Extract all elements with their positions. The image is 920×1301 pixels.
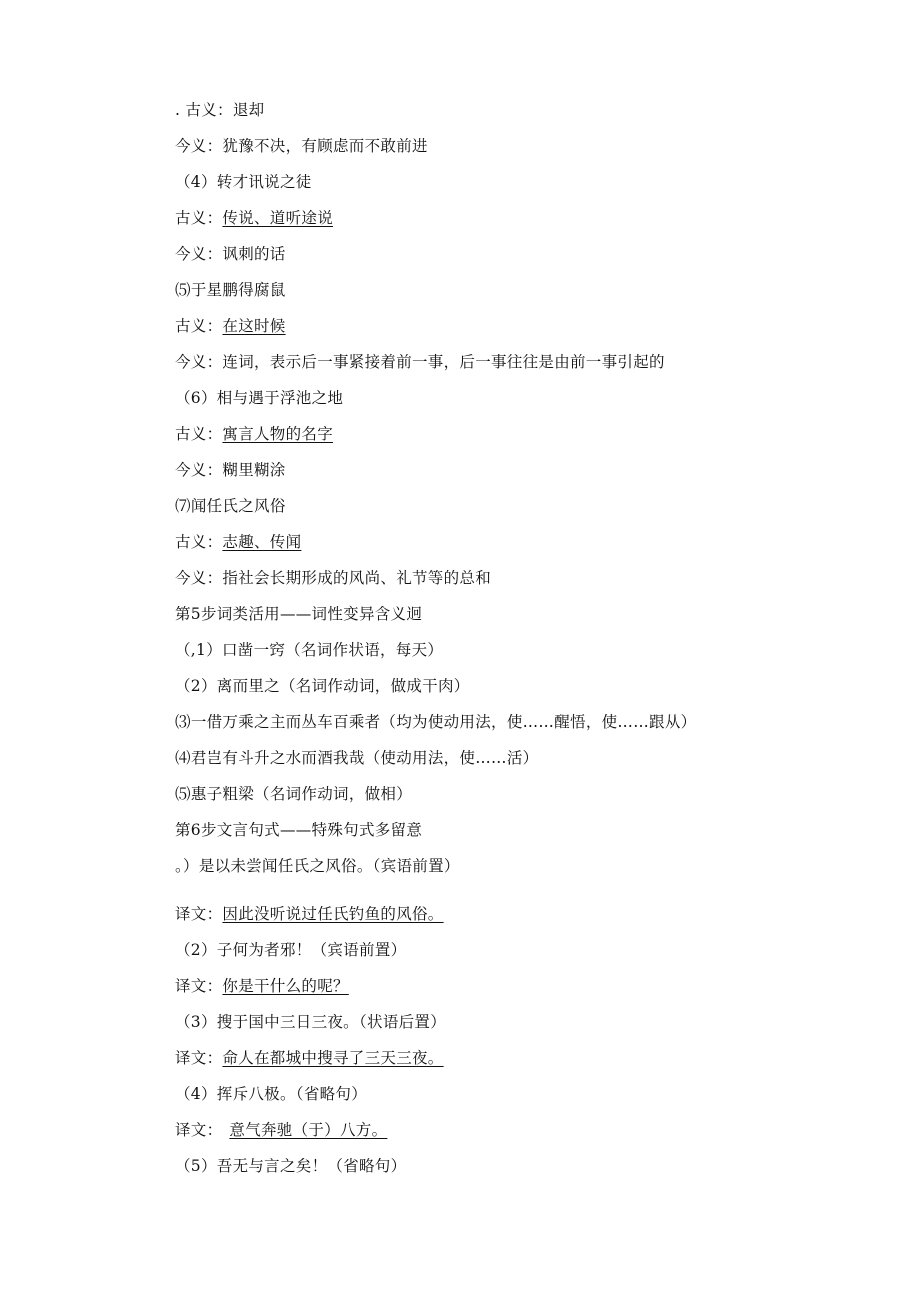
text-line xyxy=(175,1120,387,1140)
line-prefix: 译文： xyxy=(175,1049,223,1067)
line-text: 搜于国中三日三夜。（状语后置） xyxy=(216,1013,447,1031)
text-line xyxy=(175,1156,406,1176)
line-text: 口凿一窍（名词作状语，每天） xyxy=(222,641,444,659)
text-line xyxy=(175,100,264,120)
line-prefix: ⑶ xyxy=(175,713,191,731)
line-prefix: （6） xyxy=(175,389,217,407)
line-text: 糊里糊涂 xyxy=(222,461,286,479)
line-prefix: 。） xyxy=(175,857,199,875)
text-line xyxy=(175,784,412,804)
line-prefix: 古义： xyxy=(175,425,223,443)
text-line xyxy=(175,424,333,444)
text-line xyxy=(175,676,470,696)
line-prefix: 今义： xyxy=(175,461,223,479)
line-prefix: . 古义： xyxy=(175,101,233,119)
line-text: 连词，表示后一事紧接着前一事，后一事往往是由前一事引起的 xyxy=(222,353,665,371)
text-line xyxy=(175,568,491,588)
text-line xyxy=(175,496,286,516)
line-text: 指社会长期形成的风尚、礼节等的总和 xyxy=(222,569,492,587)
text-line xyxy=(175,712,696,732)
line-prefix: 今义： xyxy=(175,569,223,587)
line-prefix: 今义： xyxy=(175,245,223,263)
line-prefix: （2） xyxy=(175,677,217,695)
underlined-answer: 传说、道听途说 xyxy=(222,209,334,227)
line-text: 挥斥八极。（省略句） xyxy=(216,1085,368,1103)
line-prefix: 古义： xyxy=(175,533,223,551)
line-text: 退却 xyxy=(232,101,265,119)
underlined-answer: 志趣、传闻 xyxy=(222,533,302,551)
line-prefix: 译文： xyxy=(175,1121,223,1139)
line-prefix: （2） xyxy=(175,941,217,959)
underlined-answer: 因此没听说过任氏钓鱼的风俗。 xyxy=(222,905,444,923)
line-prefix: 译文： xyxy=(175,905,223,923)
underlined-answer: 寓言人物的名字 xyxy=(222,425,334,443)
line-text: 子何为者邪！（宾语前置） xyxy=(216,941,407,959)
line-prefix: （4） xyxy=(175,1085,217,1103)
text-line xyxy=(175,316,286,336)
text-line xyxy=(175,976,349,996)
text-line xyxy=(175,388,343,408)
line-prefix: （,1） xyxy=(175,641,222,659)
line-text: 闻任氏之风俗 xyxy=(190,497,286,515)
text-line xyxy=(175,532,301,552)
text-line xyxy=(175,856,460,876)
line-text: 于星鹏得腐鼠 xyxy=(190,281,286,299)
line-prefix: ⑸ xyxy=(175,281,191,299)
line-text: 一借万乘之主而丛车百乘者（均为使动用法，使……醒悟，使……跟从） xyxy=(190,713,697,731)
underlined-answer: 你是干什么的呢？ xyxy=(222,977,349,995)
line-prefix: ⑷ xyxy=(175,749,191,767)
line-prefix: 古义： xyxy=(175,209,223,227)
underlined-answer: 命人在都城中搜寻了三天三夜。 xyxy=(222,1049,444,1067)
underlined-answer: 意气奔驰（于）八方。 xyxy=(229,1121,388,1139)
text-line xyxy=(175,1012,446,1032)
line-text: 君岂有斗升之水而酒我哉（使动用法，使……活） xyxy=(190,749,539,767)
line-text: 是以未尝闻任氏之风俗。（宾语前置） xyxy=(198,857,460,875)
text-line xyxy=(175,820,422,840)
line-prefix: 古义： xyxy=(175,317,223,335)
line-text: 相与遇于浮池之地 xyxy=(216,389,344,407)
line-text: 惠子粗梁（名词作动词，做相） xyxy=(190,785,413,803)
line-text: 吾无与言之矣！（省略句） xyxy=(216,1157,407,1175)
line-prefix: 译文： xyxy=(175,977,223,995)
text-line xyxy=(175,460,286,480)
line-text: 离而里之（名词作动词，做成干肉） xyxy=(216,677,470,695)
line-prefix: （3） xyxy=(175,1013,217,1031)
line-text: 转才讯说之徒 xyxy=(216,173,312,191)
line-prefix: 今义： xyxy=(175,137,223,155)
text-line xyxy=(175,352,665,372)
text-line xyxy=(175,748,538,768)
line-prefix: ⑸ xyxy=(175,785,191,803)
line-prefix: ⑺ xyxy=(175,497,191,515)
text-line xyxy=(175,640,443,660)
text-line xyxy=(175,172,312,192)
text-line xyxy=(175,280,286,300)
line-prefix: （5） xyxy=(175,1157,217,1175)
text-line xyxy=(175,940,406,960)
text-line xyxy=(175,1048,444,1068)
text-line xyxy=(175,208,333,228)
text-line xyxy=(175,604,422,624)
line-text: 犹豫不决，有顾虑而不敢前进 xyxy=(222,137,428,155)
text-line xyxy=(175,904,444,924)
line-prefix: （4） xyxy=(175,173,217,191)
line-text: 第5步词类活用——词性变异含义迥 xyxy=(175,605,423,623)
line-text: 讽刺的话 xyxy=(222,245,286,263)
text-line xyxy=(175,1084,367,1104)
text-line xyxy=(175,244,286,264)
text-line xyxy=(175,136,428,156)
underlined-answer: 在这时候 xyxy=(222,317,286,335)
line-text: 第6步文言句式——特殊句式多留意 xyxy=(175,821,423,839)
line-prefix: 今义： xyxy=(175,353,223,371)
